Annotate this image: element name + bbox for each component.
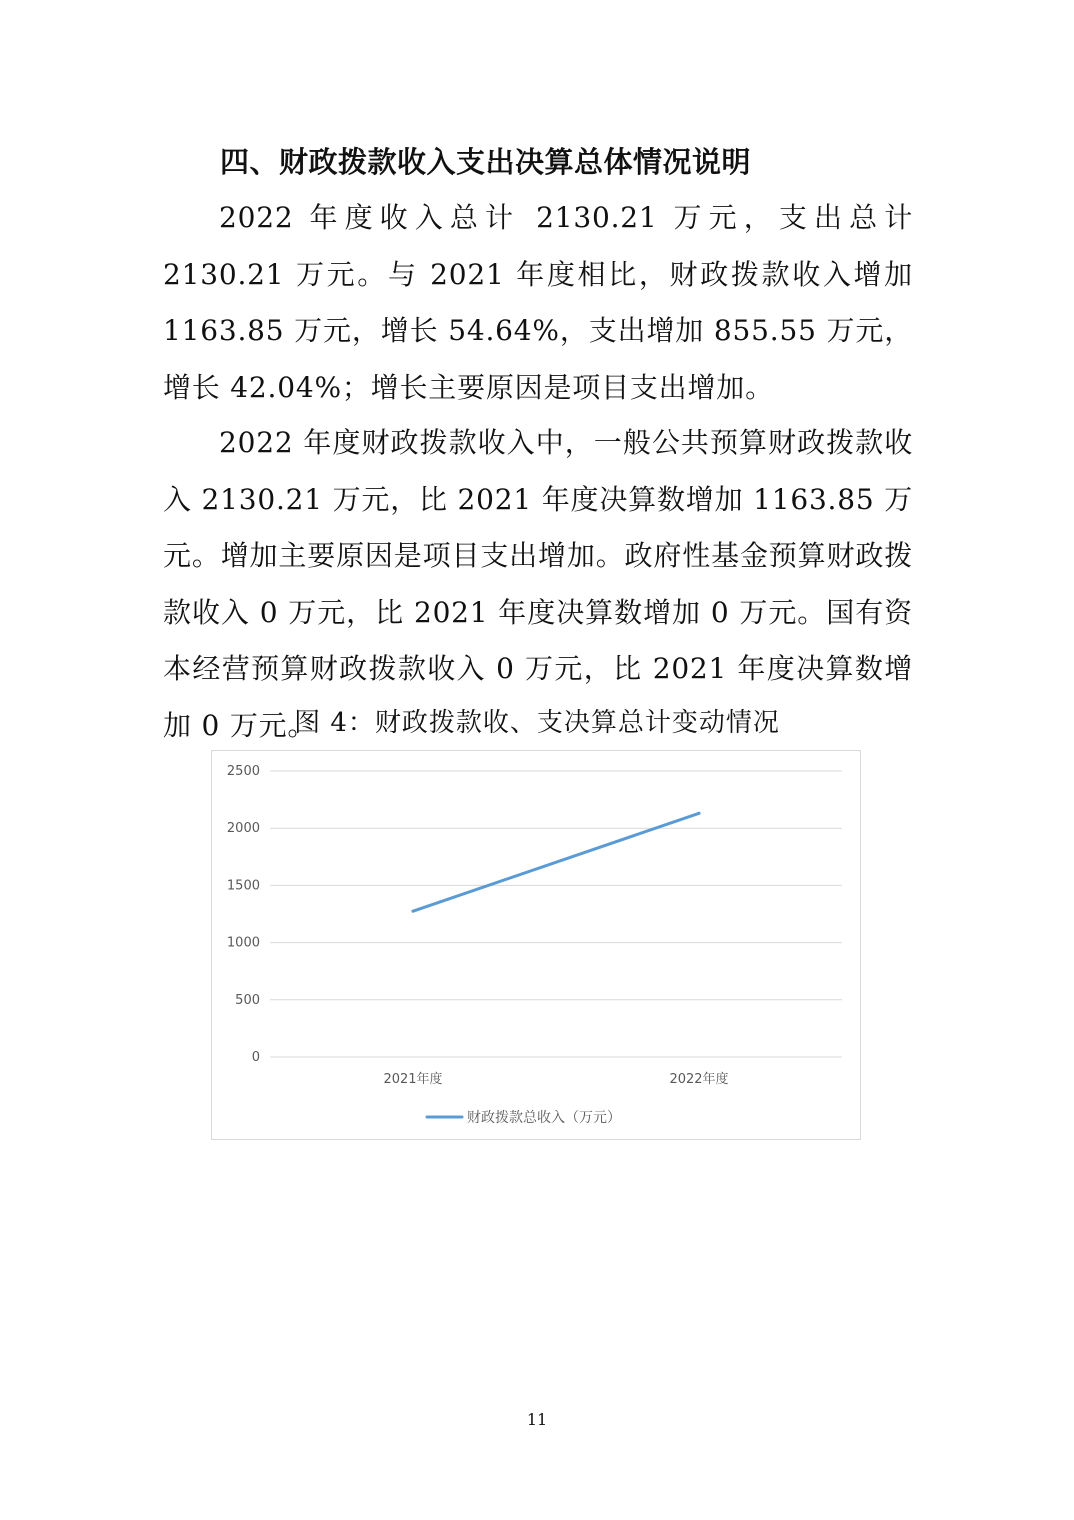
y-tick-label-1000: 1000 bbox=[226, 935, 260, 951]
line-chart bbox=[211, 750, 861, 1140]
paragraph-totals: 2022 年度收入总计 2130.21 万元，支出总计 2130.21 万元。与 2021 年度相比，财政拨款收入增加 1163.85 万元，增长 54.64%，支出增加 855.55 万元，增长 42.04%；增长主要原因是项目支出增加。 bbox=[163, 201, 913, 404]
chart-canvas bbox=[212, 751, 862, 1141]
x-tick-label-1: 2022年度 bbox=[669, 1072, 729, 1087]
y-tick-label-0: 0 bbox=[251, 1050, 260, 1065]
data-point-0-1 bbox=[698, 812, 701, 815]
y-tick-label-1500: 1500 bbox=[226, 878, 260, 894]
legend-label: 财政拨款总收入（万元） bbox=[467, 1110, 621, 1126]
y-tick-label-2000: 2000 bbox=[226, 821, 260, 837]
figure-caption: 图 4：财政拨款收、支决算总计变动情况 bbox=[294, 708, 780, 738]
y-tick-label-2500: 2500 bbox=[226, 764, 260, 779]
x-tick-label-0: 2021年度 bbox=[383, 1072, 443, 1087]
paragraph-breakdown: 2022 年度财政拨款收入中，一般公共预算财政拨款收入 2130.21 万元，比 2021 年度决算数增加 1163.85 万元。增加主要原因是项目支出增加。政府性基金预算财政拨款收入 0 万元，比 2021 年度决算数增加 0 万元。国有资本经营预算财政拨款收入 0 万元，比 2021 年度决算数增加 0 万元。 bbox=[163, 426, 913, 742]
y-tick-label-500: 500 bbox=[235, 992, 260, 1008]
section-heading: 四、财政拨款收入支出决算总体情况说明 bbox=[220, 145, 752, 179]
page-number: 11 bbox=[526, 1410, 548, 1429]
data-point-0-0 bbox=[412, 910, 415, 913]
